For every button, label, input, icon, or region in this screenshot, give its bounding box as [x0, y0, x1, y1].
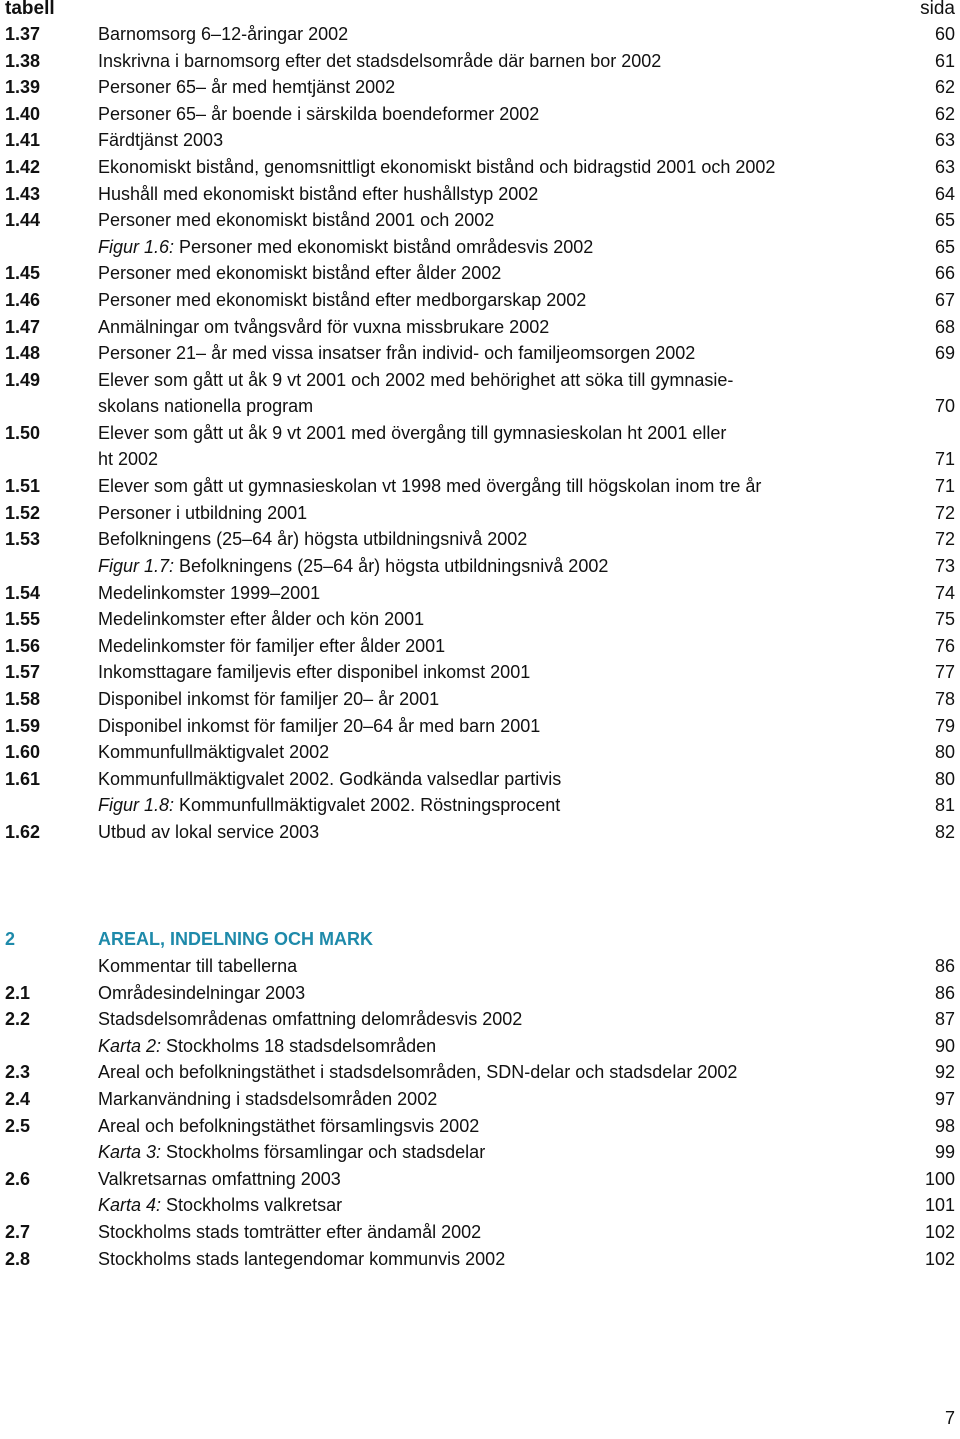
entry-page: 87 [934, 1009, 955, 1030]
entry-page: 63 [934, 130, 955, 151]
entry-title-continuation: skolans nationella program [98, 395, 314, 416]
entry-page: 62 [934, 77, 955, 98]
entry-page: 70 [934, 395, 955, 416]
entry-title: Personer 65– år boende i särskilda boendeformer 2002 [98, 103, 540, 124]
entry-page: 69 [934, 343, 955, 364]
entry-number: 1.39 [5, 77, 41, 98]
entry-title: Personer i utbildning 2001 [98, 502, 308, 523]
entry-title: Areal och befolkningstäthet i stadsdelsområden, SDN-delar och stadsdelar 2002 [98, 1062, 738, 1083]
entry-title [98, 234, 868, 260]
entry-page: 72 [934, 529, 955, 550]
figure-title: Stockholms valkretsar [161, 1195, 343, 1216]
entry-title: Valkretsarnas omfattning 2003 [98, 1168, 341, 1189]
entry-number: 1.44 [5, 210, 41, 231]
entry-number: 2.2 [5, 1009, 31, 1030]
figure-label: Karta 4: [98, 1195, 162, 1216]
entry-title [98, 1139, 868, 1165]
entry-page: 68 [934, 316, 955, 337]
entry-page: 78 [934, 689, 955, 709]
entry-title: Ekonomiskt bistånd, genomsnittligt ekonomiskt bistånd och bidragstid 2001 och 2002 [98, 157, 776, 177]
figure-title: Stockholms församlingar och stadsdelar [161, 1142, 486, 1163]
entry-page: 80 [934, 742, 955, 763]
entry-number: 2.8 [5, 1248, 31, 1269]
entry-page: 102 [924, 1248, 955, 1269]
figure-label: Figur 1.8: [98, 795, 175, 816]
entry-title: Kommunfullmäktigvalet 2002 [98, 742, 330, 763]
entry-page: 97 [934, 1089, 955, 1109]
entry-number: 1.54 [5, 582, 41, 603]
entry-page: 71 [934, 449, 955, 469]
figure-label: Figur 1.7: [98, 556, 175, 576]
entry-number: 1.47 [5, 316, 41, 337]
figure-title: Befolkningens (25–64 år) högsta utbildningsnivå 2002 [174, 556, 609, 576]
column-header-tabell: tabell [5, 0, 55, 19]
entry-title: Anmälningar om tvångsvård för vuxna missbrukare 2002 [98, 316, 550, 337]
entry-number: 1.55 [5, 609, 41, 630]
entry-number: 1.53 [5, 529, 41, 550]
entry-title: Hushåll med ekonomiskt bistånd efter hushållstyp 2002 [98, 183, 539, 204]
entry-title: Färdtjänst 2003 [98, 130, 224, 151]
entry-title: Områdesindelningar 2003 [98, 982, 306, 1003]
entry-page: 100 [924, 1168, 955, 1189]
entry-number: 1.61 [5, 768, 41, 789]
entry-number: 1.52 [5, 502, 41, 523]
entry-page: 79 [934, 715, 955, 736]
entry-title: Inkomsttagare familjevis efter disponibel inkomst 2001 [98, 662, 531, 683]
entry-number: 2.6 [5, 1168, 31, 1189]
entry-title: Disponibel inkomst för familjer 20–64 år med barn 2001 [98, 715, 541, 736]
entry-page: 62 [934, 103, 955, 124]
entry-title: Stockholms stads tomträtter efter ändamål 2002 [98, 1222, 482, 1242]
entry-page: 90 [934, 1035, 955, 1056]
entry-number: 1.60 [5, 742, 41, 763]
entry-number: 1.56 [5, 635, 41, 656]
entry-title: Barnomsorg 6–12-åringar 2002 [98, 24, 349, 44]
entry-title: Personer med ekonomiskt bistånd efter medborgarskap 2002 [98, 290, 587, 310]
entry-number: 1.43 [5, 183, 41, 204]
entry-number: 1.46 [5, 290, 41, 310]
entry-number: 2.3 [5, 1062, 31, 1083]
entry-number: 1.57 [5, 662, 41, 683]
entry-title: Stockholms stads lantegendomar kommunvis 2002 [98, 1248, 506, 1269]
entry-title-continuation: ht 2002 [98, 449, 159, 469]
entry-number: 1.37 [5, 24, 41, 44]
entry-page: 98 [934, 1115, 955, 1136]
entry-number: 1.58 [5, 689, 41, 709]
entry-page: 67 [934, 290, 955, 310]
entry-page: 77 [934, 662, 955, 683]
entry-page: 64 [934, 183, 955, 204]
entry-title [98, 553, 868, 579]
entry-page: 65 [934, 210, 955, 231]
entry-title: Medelinkomster efter ålder och kön 2001 [98, 609, 425, 630]
entry-page: 74 [934, 582, 955, 603]
entry-number: 1.42 [5, 157, 41, 177]
entry-page: 80 [934, 768, 955, 789]
entry-title: Elever som gått ut åk 9 vt 2001 och 2002 med behörighet att söka till gymnasie- [98, 369, 734, 390]
entry-page: 86 [934, 982, 955, 1003]
entry-page: 86 [934, 956, 955, 976]
entry-number: 2.4 [5, 1089, 31, 1109]
entry-title [98, 1192, 868, 1218]
entry-page: 101 [924, 1195, 955, 1216]
section-title: AREAL, INDELNING OCH MARK [98, 929, 373, 949]
entry-title: Inskrivna i barnomsorg efter det stadsdelsområde där barnen bor 2002 [98, 50, 662, 71]
entry-page: 73 [934, 556, 955, 576]
column-header-sida: sida [920, 0, 955, 19]
entry-title: Kommunfullmäktigvalet 2002. Godkända valsedlar partivis [98, 768, 562, 789]
figure-label: Figur 1.6: [98, 236, 175, 257]
entry-number: 1.59 [5, 715, 41, 736]
entry-title: Disponibel inkomst för familjer 20– år 2001 [98, 689, 440, 709]
entry-number: 1.51 [5, 476, 41, 497]
entry-number: 1.49 [5, 369, 41, 390]
entry-number: 2.1 [5, 982, 31, 1003]
entry-page: 61 [934, 50, 955, 71]
entry-page: 82 [934, 822, 955, 842]
entry-page: 102 [924, 1222, 955, 1242]
figure-title: Personer med ekonomiskt bistånd områdesvis 2002 [174, 236, 594, 257]
entry-page: 76 [934, 635, 955, 656]
entry-title: Personer med ekonomiskt bistånd 2001 och 2002 [98, 210, 495, 231]
figure-label: Karta 2: [98, 1035, 162, 1056]
figure-label: Karta 3: [98, 1142, 162, 1163]
entry-number: 2.7 [5, 1222, 31, 1242]
entry-title: Kommentar till tabellerna [98, 956, 298, 976]
entry-page: 72 [934, 502, 955, 523]
entry-number: 1.38 [5, 50, 41, 71]
entry-number: 2.5 [5, 1115, 31, 1136]
entry-number: 1.62 [5, 822, 41, 842]
entry-title [98, 792, 868, 818]
entry-number: 1.50 [5, 423, 41, 443]
entry-title [98, 1033, 868, 1059]
entry-page: 99 [934, 1142, 955, 1163]
entry-page: 75 [934, 609, 955, 630]
entry-title: Medelinkomster för familjer efter ålder 2001 [98, 635, 446, 656]
entry-title: Elever som gått ut gymnasieskolan vt 1998 med övergång till högskolan inom tre år [98, 476, 762, 497]
entry-title: Utbud av lokal service 2003 [98, 822, 320, 842]
entry-title: Befolkningens (25–64 år) högsta utbildningsnivå 2002 [98, 529, 528, 550]
figure-title: Kommunfullmäktigvalet 2002. Röstningsprocent [174, 795, 561, 816]
entry-number: 1.45 [5, 263, 41, 284]
entry-page: 60 [934, 24, 955, 44]
entry-title: Personer med ekonomiskt bistånd efter ålder 2002 [98, 263, 502, 284]
entry-title: Areal och befolkningstäthet församlingsvis 2002 [98, 1115, 480, 1136]
entry-number: 1.41 [5, 130, 41, 151]
page-number: 7 [944, 1408, 955, 1428]
entry-title: Personer 21– år med vissa insatser från individ- och familjeomsorgen 2002 [98, 343, 696, 364]
entry-page: 81 [934, 795, 955, 816]
entry-title: Personer 65– år med hemtjänst 2002 [98, 77, 396, 98]
entry-number: 1.48 [5, 343, 41, 364]
entry-page: 92 [934, 1062, 955, 1083]
entry-title: Medelinkomster 1999–2001 [98, 582, 321, 603]
entry-page: 65 [934, 236, 955, 257]
entry-title: Elever som gått ut åk 9 vt 2001 med övergång till gymnasieskolan ht 2001 eller [98, 423, 727, 443]
entry-number: 1.40 [5, 103, 41, 124]
entry-page: 66 [934, 263, 955, 284]
entry-page: 71 [934, 476, 955, 497]
entry-title: Stadsdelsområdenas omfattning delområdesvis 2002 [98, 1009, 523, 1030]
entry-page: 63 [934, 157, 955, 177]
figure-title: Stockholms 18 stadsdelsområden [161, 1035, 437, 1056]
entry-title: Markanvändning i stadsdelsområden 2002 [98, 1089, 438, 1109]
section-number: 2 [5, 929, 16, 949]
